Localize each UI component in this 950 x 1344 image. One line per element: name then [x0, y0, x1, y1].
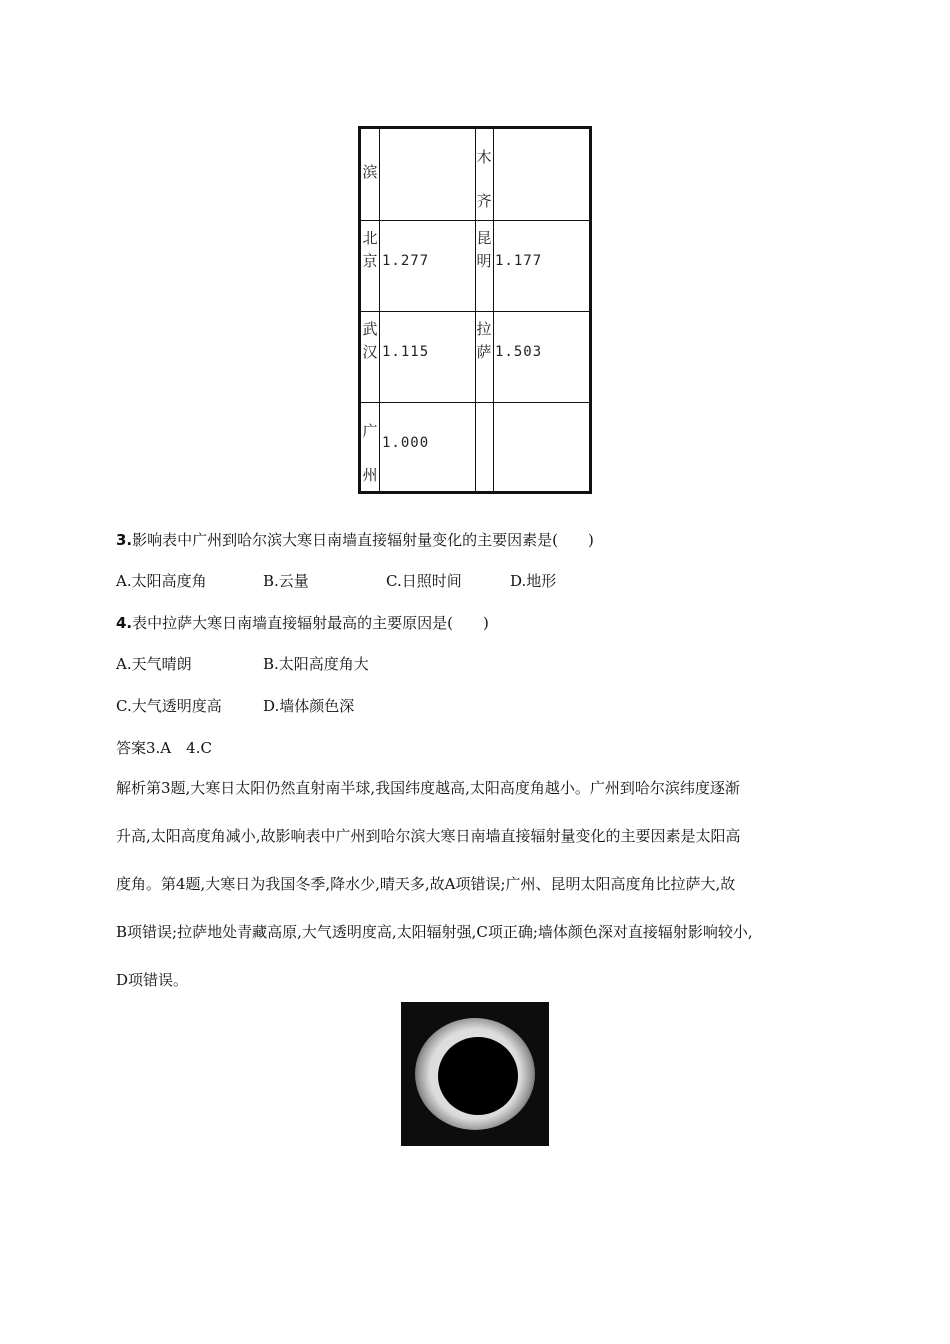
answer: 答案3.A 4.C: [116, 739, 212, 757]
table-divider: [361, 402, 589, 403]
option-a: A.天气晴朗: [116, 655, 192, 673]
option-b: B.太阳高度角大: [263, 655, 369, 673]
data-table: [358, 126, 592, 494]
table-value: 1.277: [382, 253, 430, 269]
table-city: 拉 萨: [476, 320, 492, 361]
analysis-line: 升高,太阳高度角减小,故影响表中广州到哈尔滨大寒日南墙直接辐射量变化的主要因素是太阳高: [116, 827, 741, 845]
option-c: C.大气透明度高: [116, 697, 222, 715]
table-divider: [379, 129, 380, 491]
analysis-line: 解析第3题,大寒日太阳仍然直射南半球,我国纬度越高,太阳高度角越小。广州到哈尔滨纬度逐渐: [116, 779, 740, 797]
option-d: D.地形: [510, 572, 557, 590]
table-value: 1.115: [382, 344, 430, 360]
question-number: 3.: [116, 531, 133, 549]
table-city: 北 京: [362, 229, 378, 270]
option-a: A.太阳高度角: [116, 572, 207, 590]
table-city: 滨: [362, 163, 378, 181]
question-4: [116, 612, 489, 633]
option-c: C.日照时间: [386, 572, 462, 590]
solar-eclipse-image: [401, 1002, 549, 1146]
moon-disk: [438, 1037, 518, 1115]
table-divider: [361, 311, 589, 312]
analysis-line: D项错误。: [116, 971, 189, 989]
option-d: D.墙体颜色深: [263, 697, 355, 715]
table-value: 1.503: [495, 344, 543, 360]
table-city: 木 齐: [476, 148, 492, 210]
analysis-line: B项错误;拉萨地处青藏高原,大气透明度高,太阳辐射强,C项正确;墙体颜色深对直接辐射影响较小,: [116, 923, 753, 941]
table-value: 1.177: [495, 253, 543, 269]
table-city: 广 州: [362, 422, 378, 484]
question-3: [116, 529, 594, 550]
table-value: 1.000: [382, 435, 430, 451]
table-divider: [361, 220, 589, 221]
question-text: 影响表中广州到哈尔滨大寒日南墙直接辐射量变化的主要因素是( ): [132, 531, 594, 549]
option-b: B.云量: [263, 572, 309, 590]
analysis-line: 度角。第4题,大寒日为我国冬季,降水少,晴天多,故A项错误;广州、昆明太阳高度角比拉萨大,故: [116, 875, 736, 893]
table-city: 昆 明: [476, 229, 492, 270]
table-city: 武 汉: [362, 320, 378, 361]
question-number: 4.: [116, 614, 133, 632]
question-text: 表中拉萨大寒日南墙直接辐射最高的主要原因是( ): [132, 614, 489, 632]
table-divider: [493, 129, 494, 491]
